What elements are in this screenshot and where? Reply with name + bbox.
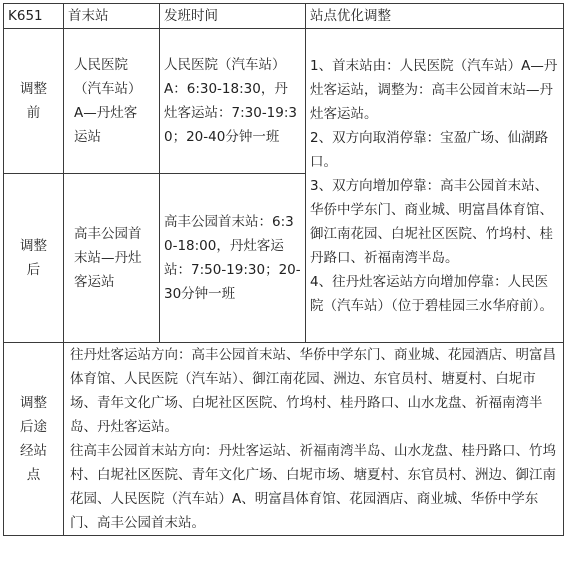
stops-row xyxy=(4,343,564,536)
adjustment-item: 2、双方向取消停靠：宝盈广场、仙湖路口。 xyxy=(310,129,549,170)
adjustment-details xyxy=(306,29,564,343)
adjustment-item: 1、首末站由：人民医院（汽车站）A—丹灶客运站，调整为：高丰公园首末站—丹灶客运站。 xyxy=(310,57,558,122)
header-adjustment: 站点优化调整 xyxy=(306,4,564,29)
stops-to-danzao: 往丹灶客运站方向：高丰公园首末站、华侨中学东门、商业城、花园酒店、明富昌体育馆、人民医院（汽车站）、御江南花园、洲边、东官员村、塘夏村、白坭市场、青年文化广场、白坭社区医院、竹坞村、桂丹路口、山水龙盘、祈福南湾半岛、丹灶客运站。 xyxy=(70,347,556,435)
route-table-container xyxy=(3,3,564,536)
before-row xyxy=(4,29,564,174)
before-schedule: 人民医院（汽车站）A：6:30-18:30，丹灶客运站：7:30-19:30；20-40分钟一班 xyxy=(160,29,306,174)
header-terminals: 首末站 xyxy=(64,4,160,29)
stops-label: 调整后途经站点 xyxy=(4,343,64,536)
route-adjustment-table xyxy=(3,3,564,536)
adjustment-item: 4、往丹灶客运站方向增加停靠：人民医院（汽车站）（位于碧桂园三水华府前）。 xyxy=(310,273,553,314)
after-label: 调整后 xyxy=(4,174,64,343)
before-label: 调整前 xyxy=(4,29,64,174)
adjustment-item: 3、双方向增加停靠：高丰公园首末站、华侨中学东门、商业城、明富昌体育馆、御江南花园、白坭社区医院、竹坞村、桂丹路口、祈福南湾半岛。 xyxy=(310,177,553,266)
stops-to-gaofeng: 往高丰公园首末站方向：丹灶客运站、祈福南湾半岛、山水龙盘、桂丹路口、竹坞村、白坭社区医院、青年文化广场、白坭市场、塘夏村、东官员村、洲边、御江南花园、人民医院（汽车站）A、明富昌体育馆、花园酒店、商业城、华侨中学东门、高丰公园首末站。 xyxy=(70,443,556,531)
header-route: K651 xyxy=(4,4,64,29)
after-terminals: 高丰公园首末站—丹灶客运站 xyxy=(64,174,160,343)
after-schedule: 高丰公园首末站：6:30-18:00，丹灶客运站：7:50-19:30；20-30分钟一班 xyxy=(160,174,306,343)
before-terminals: 人民医院（汽车站）A—丹灶客运站 xyxy=(64,29,160,174)
stops-details xyxy=(64,343,564,536)
header-row xyxy=(4,4,564,29)
header-schedule: 发班时间 xyxy=(160,4,306,29)
